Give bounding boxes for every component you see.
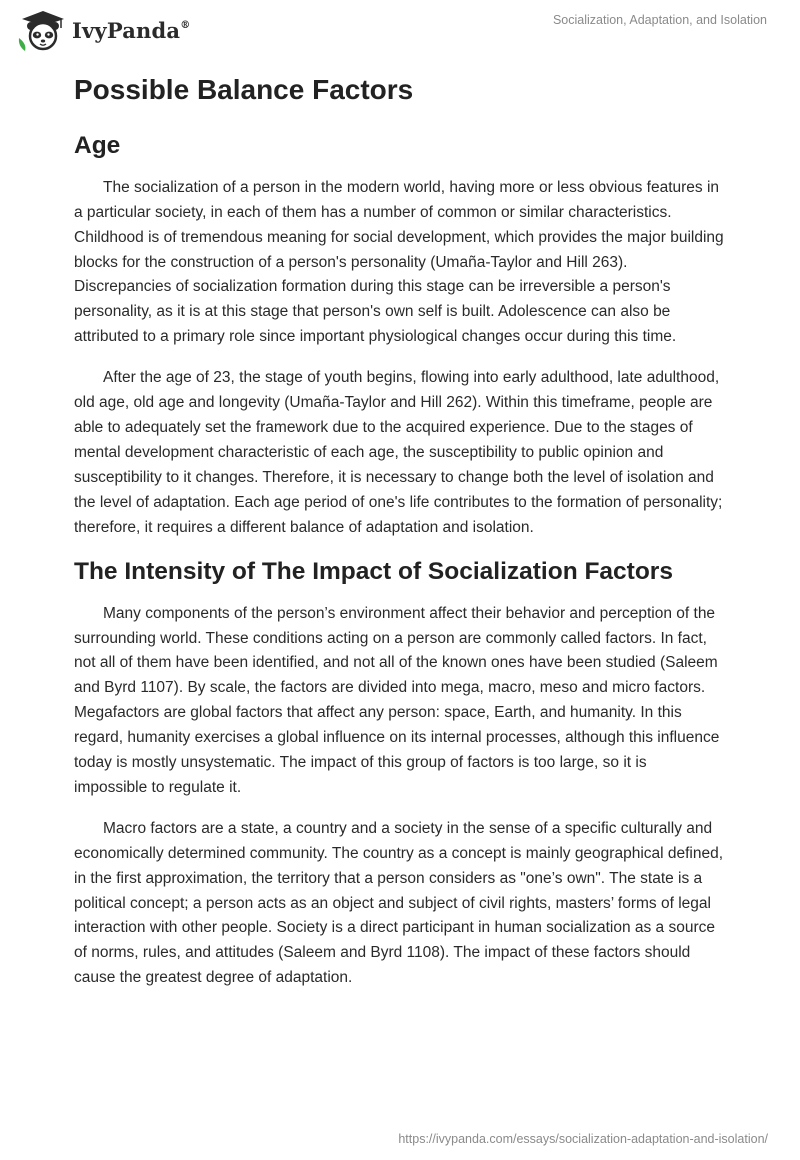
document-title: Socialization, Adaptation, and Isolation xyxy=(552,13,767,27)
paragraph: The socialization of a person in the modern world, having more or less obvious features in a particular society, in each of them has a number of common or similar characteristics. Childhood is of tremendous meaning for social development, which provides the major building blocks for the construction of a person's personality (Umaña-Taylor and Hill 263). Discrepancies of socialization formation during this stage can be irreversible a person's personality, as it is at this stage that person's own self is built. Adolescence can also be attributed to a primary role since important physiological changes occur during this time. xyxy=(74,178,724,346)
panda-graduate-icon xyxy=(16,8,68,52)
section-heading-intensity: The Intensity of The Impact of Socialization Factors xyxy=(74,557,673,585)
brand-name: IvyPanda® xyxy=(72,17,191,43)
source-url-link[interactable]: https://ivypanda.com/essays/socialization-adaptation-and-isolation/ xyxy=(398,1132,768,1146)
paragraph: After the age of 23, the stage of youth begins, flowing into early adulthood, late adulthood, old age, old age and longevity (Umaña-Taylor and Hill 262). Within this timeframe, people are able to adequately set the framework due to the acquired experience. Due to the stages of mental development characteristic of each age, the susceptibility to public opinion and susceptibility to it changes. Therefore, it is necessary to change both the level of isolation and the level of adaptation. Each age period of one's life contributes to the formation of personality; therefore, it requires a different balance of adaptation and isolation. xyxy=(74,369,723,536)
page-title: Possible Balance Factors xyxy=(74,74,414,105)
paragraph: Many components of the person’s environment affect their behavior and perception of the surrounding world. These conditions acting on a person are commonly called factors. In fact, not all of them have been identified, and not all of the known ones have been studied (Saleem and Byrd 1107). By scale, the factors are divided into mega, macro, meso and micro factors. Megafactors are global factors that affect any person: space, Earth, and humanity. In this regard, humanity exercises a global influence on its internal processes, although this influence today is mostly unsystematic. The impact of this group of factors is too large, so it is impossible to regulate it. xyxy=(74,604,720,796)
ivypanda-logo[interactable] xyxy=(16,8,190,52)
article-body xyxy=(74,68,724,991)
paragraph: Macro factors are a state, a country and a society in the sense of a specific culturally and economically determined community. The country as a concept is mainly geographical defined, in the first approximation, the territory that a person considers as "one’s own". The state is a political concept; a person acts as an object and subject of civil rights, masters’ forms of legal interaction with other people. Society is a direct participant in human socialization as a source of norms, rules, and attitudes (Saleem and Byrd 1108). The impact of these factors should cause the greatest degree of adaptation. xyxy=(74,819,724,987)
page-header xyxy=(0,0,800,60)
section-heading-age: Age xyxy=(74,131,121,159)
